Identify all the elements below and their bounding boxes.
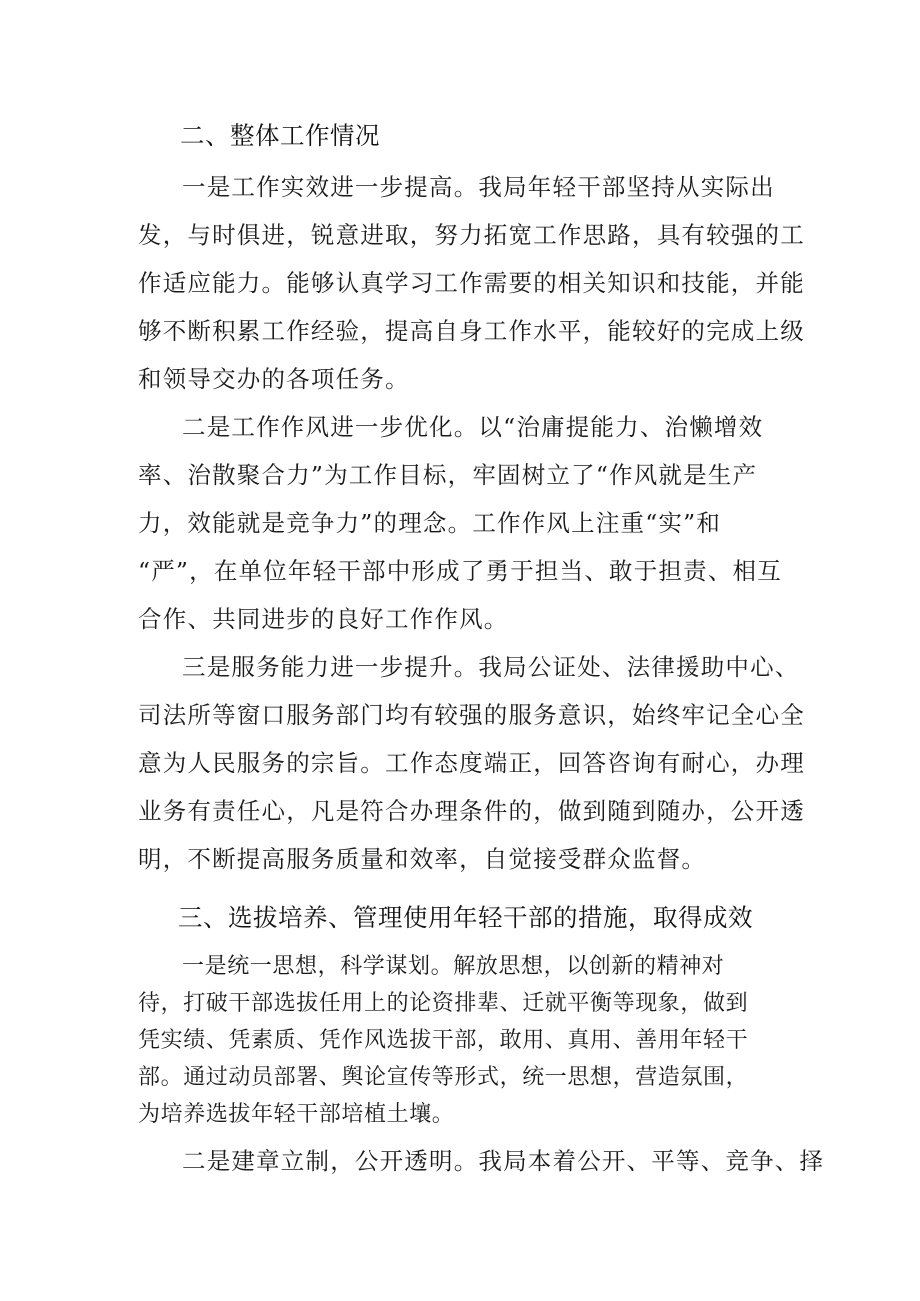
section-heading: 二、整体工作情况 (180, 121, 380, 150)
paragraph-line: 发，与时俱进，锐意进取，努力拓宽工作思路，具有较强的工 (138, 221, 805, 249)
paragraph-line: 和领导交办的各项任务。 (138, 365, 410, 393)
paragraph-line: “严”，在单位年轻干部中形成了勇于担当、敢于担责、相互 (138, 557, 782, 585)
paragraph-line: 合作、共同进步的良好工作作风。 (138, 605, 509, 633)
paragraph-line: 二是工作作风进一步优化。以“治庸提能力、治懒增效 (182, 413, 764, 441)
paragraph-line: 作适应能力。能够认真学习工作需要的相关知识和技能，并能 (138, 269, 805, 297)
paragraph-line: 部。通过动员部署、舆论宣传等形式，统一思想，营造氛围， (138, 1065, 749, 1090)
paragraph-line: 够不断积累工作经验，提高自身工作水平，能较好的完成上级 (138, 317, 805, 345)
paragraph-line: 率、治散聚合力”为工作目标，牢固树立了“作风就是生产 (138, 461, 758, 489)
paragraph-line: 为培养选拔年轻干部培植土壤。 (138, 1102, 455, 1127)
paragraph-line: 力，效能就是竞争力”的理念。工作作风上注重“实”和 (138, 509, 722, 537)
paragraph-line: 明，不断提高服务质量和效率，自觉接受群众监督。 (138, 845, 707, 873)
paragraph-line: 意为人民服务的宗旨。工作态度端正，回答咨询有耐心，办理 (138, 749, 805, 777)
paragraph-line: 业务有责任心，凡是符合办理条件的，做到随到随办，公开透 (138, 797, 805, 825)
section-heading: 三、选拔培养、管理使用年轻干部的措施，取得成效 (178, 903, 753, 932)
paragraph-line: 凭实绩、凭素质、凭作风选拔干部，敢用、真用、善用年轻干 (138, 1028, 749, 1053)
paragraph-line: 司法所等窗口服务部门均有较强的服务意识，始终牢记全心全 (138, 701, 805, 729)
paragraph-line: 待，打破干部选拔任用上的论资排辈、迁就平衡等现象，做到 (138, 991, 749, 1016)
paragraph-line: 二是建章立制，公开透明。我局本着公开、平等、竞争、择 (182, 1147, 825, 1175)
paragraph-line: 一是统一思想，科学谋划。解放思想，以创新的精神对 (182, 954, 725, 979)
paragraph-line: 一是工作实效进一步提高。我局年轻干部坚持从实际出 (182, 173, 775, 201)
paragraph-line: 三是服务能力进一步提升。我局公证处、法律援助中心、 (182, 653, 800, 681)
